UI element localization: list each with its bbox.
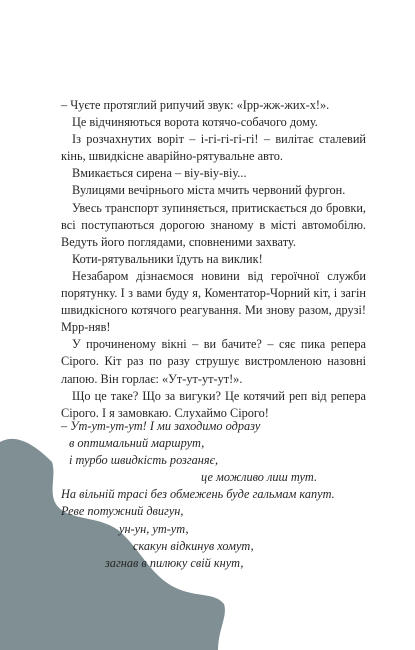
paragraph-5: Вулицями вечірнього міста мчить червоний фургон. — [72, 183, 346, 198]
paragraph-8: Незабаром дізнаємося новини від героїчної служби порятунку. І з вами буду я, Коментатор-Чорний кіт, і загін швидкісного котячого реагування. Ми знову разом, друзі! Мрр-няв! — [61, 268, 366, 335]
verse-line-7: ун-ун, ут-ут, — [119, 521, 189, 536]
verse-line-4: це можливо лиш тут. — [201, 470, 318, 485]
paragraph-2: Це відчиняються ворота котячо-собачого дому. — [72, 115, 318, 130]
verse-line-3: і турбо швидкість розганяє, — [69, 453, 219, 468]
paragraph-1: – Чуєте протяглий рипучий звук: «Ірр-жж-жих-х!». — [61, 98, 330, 112]
prose-section — [61, 97, 366, 422]
paragraph-7: Коти-рятувальники їдуть на виклик! — [72, 251, 263, 266]
rap-verse — [61, 418, 381, 572]
paragraph-6: Увесь транспорт зупиняється, притискається до бровки, всі поступаються дорогою знаному в місті автомобілю. Ведуть його поглядами, сповненими захвату. — [61, 200, 366, 249]
verse-line-1: – Ут-ут-ут-ут! І ми заходимо одразу — [61, 419, 261, 433]
verse-line-6: Реве потужний двигун, — [61, 504, 184, 519]
verse-line-2: в оптимальний маршрут, — [69, 436, 205, 451]
verse-line-9: загнав в пилюку свій кнут, — [105, 555, 244, 570]
paragraph-4: Вмикається сирена – віу-віу-віу... — [72, 166, 247, 181]
verse-line-5: На вільній трасі без обмежень буде гальмам капут. — [61, 487, 335, 502]
paragraph-9: У прочиненому вікні – ви бачите? – сяє пика репера Сірого. Кіт раз по разу струшує вистромленою назовні лапою. Він горлає: «Ут-ут-ут-ут!». — [61, 337, 366, 386]
verse-line-8: скакун відкинув хомут, — [133, 538, 254, 553]
paragraph-3: Із розчахнутих воріт – і-гі-гі-гі-гі! – вилітає сталевий кінь, швидкісне аварійно-рятувальне авто. — [61, 132, 366, 164]
paragraph-10: Що це таке? Що за вигуки? Це котячий реп від репера Сірого. І я замовкаю. Слухаймо Сірого! — [61, 388, 366, 420]
